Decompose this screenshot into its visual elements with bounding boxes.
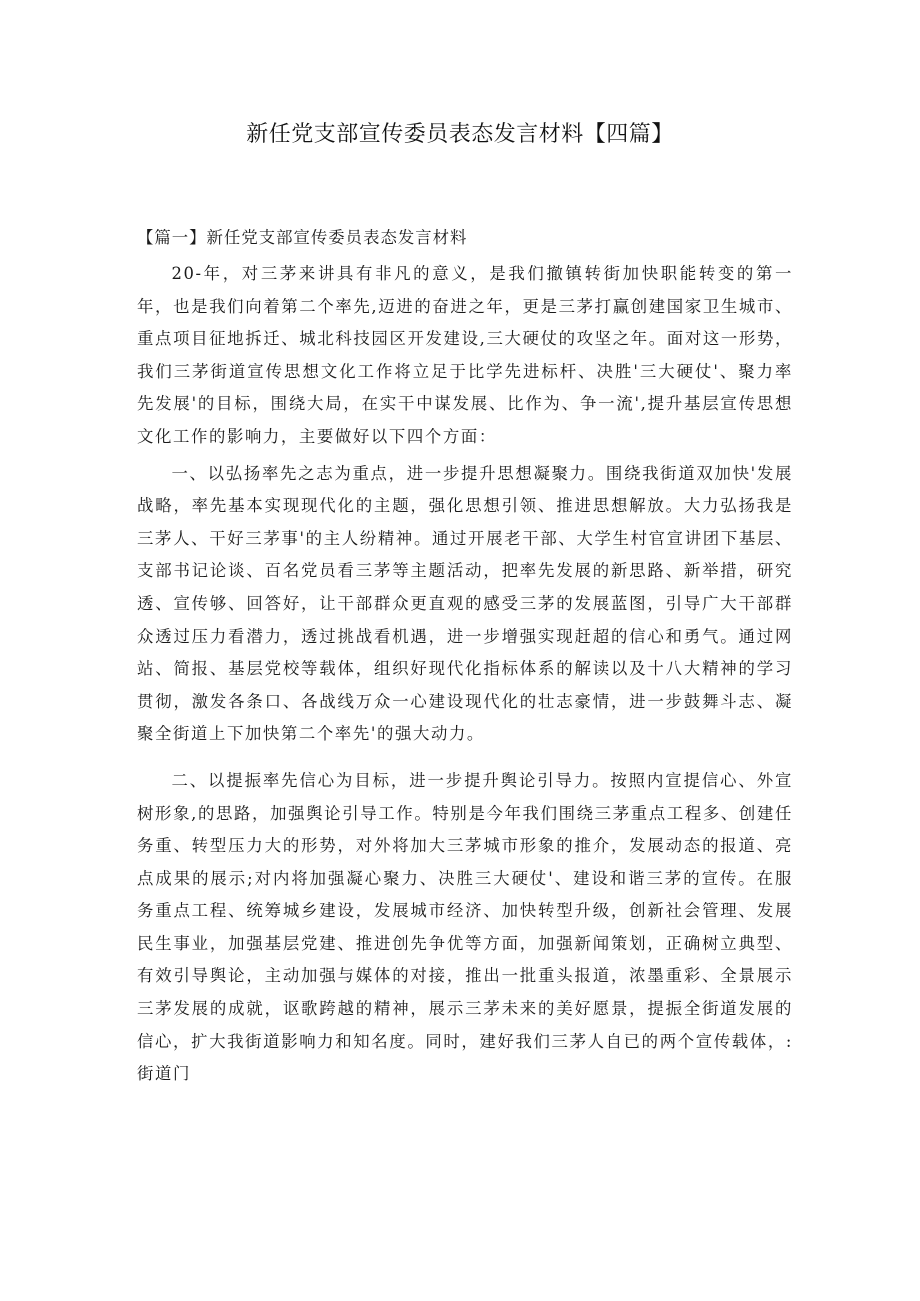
document-title: 新任党支部宣传委员表态发言材料【四篇】 xyxy=(246,122,674,147)
paragraph-point-one: 一、以弘扬率先之志为重点，进一步提升思想凝聚力。围绕我街道双加快'发展战略，率先基本实现现代化的主题，强化思想引领、推进思想解放。大力弘扬我是三茅人、干好三茅事'的主人纷精神。通过开展老干部、大学生村官宣讲团下基层、支部书记论谈、百名党员看三茅等主题活动，把率先发展的新思路、新举措，研究透、宣传够、回答好，让干部群众更直观的感受三茅的发展蓝图，引导广大干部群众透过压力看潜力，透过挑战看机遇，进一步增强实现赶超的信心和勇气。通过网站、简报、基层党校等载体，组织好现代化指标体系的解读以及十八大精神的学习贯彻，激发各条口、各战线万众一心建设现代化的壮志豪情，进一步鼓舞斗志、凝聚全街道上下加快第二个率先'的强大动力。 xyxy=(137,463,793,744)
section-heading: 【篇一】新任党支部宣传委员表态发言材料 xyxy=(137,228,468,247)
paragraph-intro: 20-年，对三茅来讲具有非凡的意义，是我们撤镇转街加快职能转变的第一年，也是我们向着第二个率先,迈进的奋进之年，更是三茅打赢创建国家卫生城市、重点项目征地拆迁、城北科技园区开发建设,三大硬仗的攻坚之年。面对这一形势，我们三茅街道宣传思想文化工作将立足于比学先进标杆、决胜'三大硬仗'、聚力率先发展'的目标，围绕大局，在实干中谋发展、比作为、争一流',提升基层宣传思想文化工作的影响力，主要做好以下四个方面： xyxy=(137,264,793,446)
document-body xyxy=(137,222,793,1091)
paragraph-point-two: 二、以提振率先信心为目标，进一步提升舆论引导力。按照内宣提信心、外宣树形象,的思路，加强舆论引导工作。特别是今年我们围绕三茅重点工程多、创建任务重、转型压力大的形势，对外将加大三茅城市形象的推介，发展动态的报道、亮点成果的展示;对内将加强凝心聚力、决胜三大硬仗'、建设和谐三茅的宣传。在服务重点工程、统筹城乡建设，发展城市经济、加快转型升级，创新社会管理、发展民生事业，加强基层党建、推进创先争优等方面，加强新闻策划，正确树立典型、有效引导舆论，主动加强与媒体的对接，推出一批重头报道，浓墨重彩、全景展示三茅发展的成就，讴歌跨越的精神，展示三茅未来的美好愿景，提振全街道发展的信心，扩大我街道影响力和知名度。同时，建好我们三茅人自已的两个宣传载体，:街道门 xyxy=(137,770,793,1084)
